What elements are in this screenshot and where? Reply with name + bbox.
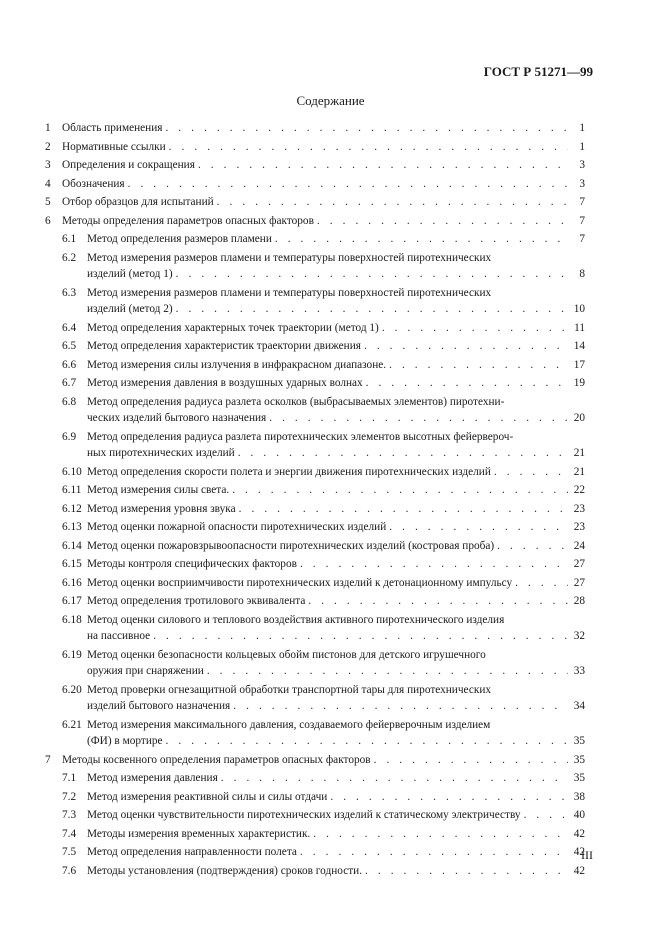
toc-entry bbox=[45, 139, 585, 156]
entry-title: Методы определения параметров опасных факторов bbox=[62, 214, 314, 227]
entry-number: 6.13 bbox=[62, 521, 82, 533]
entry-number: 6.16 bbox=[62, 576, 82, 589]
entry-title-line2: изделий (метод 2) bbox=[87, 303, 173, 315]
entry-title: Метод измерения реактивной силы и силы отдачи bbox=[87, 790, 328, 803]
toc-row-continuation bbox=[45, 445, 585, 462]
entry-title-line2: оружия при снаряжении bbox=[87, 665, 204, 677]
entry-number: 7.6 bbox=[62, 864, 77, 877]
leader-dots bbox=[176, 301, 568, 318]
toc-entry bbox=[45, 250, 585, 283]
toc-row-continuation bbox=[45, 301, 585, 318]
entry-page: 27 bbox=[573, 558, 585, 570]
toc-title: Содержание bbox=[296, 93, 365, 108]
entry-title: Определения и сокращения bbox=[62, 159, 195, 171]
entry-title-line1: Метод определения радиуса разлета пиротехнических элементов высотных фейервероч- bbox=[87, 430, 514, 443]
toc-entry bbox=[45, 338, 585, 355]
toc-row bbox=[45, 464, 585, 481]
entry-title: Метод измерения давления bbox=[87, 772, 218, 784]
entry-title-line2: изделий (метод 1) bbox=[87, 268, 173, 280]
leader-dots bbox=[524, 807, 568, 824]
leader-dots bbox=[389, 519, 568, 536]
entry-page: 7 bbox=[579, 214, 585, 227]
toc-entry bbox=[45, 826, 585, 843]
entry-title: Метод определения направленности полета bbox=[87, 846, 297, 858]
toc-entry bbox=[45, 394, 585, 427]
entry-title: Метод измерения давления в воздушных ударных волнах bbox=[87, 377, 363, 389]
entry-title-line1: Метод измерения размеров пламени и температуры поверхностей пиротехнических bbox=[87, 251, 492, 264]
entry-number: 4 bbox=[45, 177, 51, 190]
leader-dots bbox=[176, 266, 568, 283]
entry-number: 6.18 bbox=[62, 613, 82, 626]
leader-dots bbox=[269, 410, 568, 427]
entry-number: 7.2 bbox=[62, 790, 77, 803]
toc-entry bbox=[45, 285, 585, 318]
toc-row bbox=[45, 285, 585, 302]
toc-row bbox=[45, 394, 585, 411]
toc-row bbox=[45, 593, 585, 610]
entry-page: 28 bbox=[573, 595, 585, 607]
entry-page: 8 bbox=[579, 268, 585, 280]
toc-entry bbox=[45, 464, 585, 481]
toc-entry bbox=[45, 538, 585, 555]
toc-entry bbox=[45, 789, 585, 806]
entry-number: 6.14 bbox=[62, 539, 82, 552]
toc-entry bbox=[45, 682, 585, 715]
entry-page: 20 bbox=[573, 412, 585, 424]
leader-dots bbox=[317, 213, 568, 230]
entry-title: Отбор образцов для испытаний bbox=[62, 196, 214, 208]
entry-page: 33 bbox=[573, 665, 585, 677]
entry-number: 6.6 bbox=[62, 358, 77, 371]
page-number: III bbox=[581, 848, 593, 862]
leader-dots bbox=[238, 445, 568, 462]
leader-dots bbox=[515, 575, 568, 592]
toc-entry bbox=[45, 863, 585, 880]
entry-number: 6.4 bbox=[62, 321, 77, 334]
toc-entry bbox=[45, 717, 585, 750]
entry-title-line1: Метод оценки силового и теплового воздействия активного пиротехнического изделия bbox=[87, 613, 505, 626]
entry-title: Метод оценки чувствительности пиротехнических изделий к статическому электричеству bbox=[87, 809, 521, 821]
toc-row bbox=[45, 519, 585, 536]
entry-page: 34 bbox=[573, 700, 585, 712]
leader-dots bbox=[153, 628, 568, 645]
entry-number: 6.8 bbox=[62, 395, 77, 408]
entry-number: 7.1 bbox=[62, 772, 77, 784]
leader-dots bbox=[494, 464, 568, 481]
toc-entry bbox=[45, 556, 585, 573]
entry-title-line1: Метод проверки огнезащитной обработки транспортной тары для пиротехнических bbox=[87, 683, 492, 696]
entry-title-line1: Метод измерения размеров пламени и температуры поверхностей пиротехнических bbox=[87, 286, 492, 299]
entry-title: Метод определения характерных точек траектории (метод 1) bbox=[87, 321, 379, 334]
entry-page: 1 bbox=[579, 140, 585, 153]
toc-row bbox=[45, 213, 585, 230]
entry-number: 7.5 bbox=[62, 846, 77, 858]
entry-number: 6.3 bbox=[62, 286, 77, 299]
entry-title: Методы измерения временных характеристик. bbox=[87, 827, 311, 840]
leader-dots bbox=[313, 826, 568, 843]
leader-dots bbox=[308, 593, 568, 610]
entry-page: 1 bbox=[579, 122, 585, 134]
entry-number: 6.7 bbox=[62, 377, 77, 389]
entry-number: 6.5 bbox=[62, 340, 77, 352]
leader-dots bbox=[497, 538, 568, 555]
entry-page: 3 bbox=[579, 159, 585, 171]
entry-title-line2: (ФИ) в мортире bbox=[87, 735, 163, 747]
entry-page: 21 bbox=[573, 465, 585, 478]
toc-row bbox=[45, 647, 585, 664]
toc-row bbox=[45, 338, 585, 355]
entry-number: 7 bbox=[45, 753, 51, 766]
entry-title: Метод определения скорости полета и энергии движения пиротехнических изделий bbox=[87, 465, 491, 478]
entry-page: 23 bbox=[573, 502, 585, 515]
entry-page: 10 bbox=[573, 303, 585, 315]
toc-entry bbox=[45, 844, 585, 861]
toc-entry bbox=[45, 157, 585, 174]
toc-entry bbox=[45, 752, 585, 769]
entry-title: Метод определения размеров пламени bbox=[87, 233, 272, 245]
entry-title: Методы установления (подтверждения) сроков годности. bbox=[87, 864, 363, 877]
entry-number: 6.20 bbox=[62, 683, 82, 696]
entry-page: 21 bbox=[573, 447, 585, 459]
entry-title: Метод оценки восприимчивости пиротехнических изделий к детонационному импульсу bbox=[87, 576, 513, 589]
leader-dots bbox=[300, 556, 568, 573]
entry-page: 35 bbox=[573, 735, 585, 747]
toc-row bbox=[45, 482, 585, 499]
toc-row bbox=[45, 807, 585, 824]
leader-dots bbox=[382, 320, 568, 337]
toc-entry bbox=[45, 213, 585, 230]
toc-entry bbox=[45, 575, 585, 592]
toc-entry bbox=[45, 612, 585, 645]
entry-number: 1 bbox=[45, 122, 51, 134]
toc-row bbox=[45, 556, 585, 573]
entry-page: 11 bbox=[574, 321, 585, 334]
entry-title-line2: изделий бытового назначения bbox=[87, 700, 231, 712]
entry-number: 5 bbox=[45, 196, 51, 208]
entry-number: 7.3 bbox=[62, 809, 77, 821]
toc-entry bbox=[45, 647, 585, 680]
entry-number: 6.1 bbox=[62, 233, 77, 245]
toc-row bbox=[45, 320, 585, 337]
entry-title: Область применения bbox=[62, 122, 163, 134]
leader-dots bbox=[300, 844, 568, 861]
leader-dots bbox=[366, 375, 568, 392]
entry-page: 24 bbox=[573, 539, 585, 552]
entry-page: 40 bbox=[573, 809, 585, 821]
toc-entry bbox=[45, 429, 585, 462]
entry-number: 6.11 bbox=[62, 484, 82, 496]
table-of-contents bbox=[45, 120, 585, 881]
toc-row bbox=[45, 717, 585, 734]
leader-dots bbox=[207, 663, 568, 680]
leader-dots bbox=[365, 863, 568, 880]
entry-title: Метод измерения уровня звука bbox=[87, 502, 236, 515]
toc-row-continuation bbox=[45, 266, 585, 283]
entry-page: 3 bbox=[579, 177, 585, 190]
toc-row bbox=[45, 575, 585, 592]
entry-page: 14 bbox=[573, 340, 585, 352]
toc-row bbox=[45, 789, 585, 806]
toc-entry bbox=[45, 593, 585, 610]
leader-dots bbox=[198, 157, 568, 174]
toc-row bbox=[45, 752, 585, 769]
entry-page: 32 bbox=[573, 630, 585, 642]
entry-title-line2: ных пиротехнических изделий bbox=[87, 447, 235, 459]
entry-page: 23 bbox=[573, 521, 585, 533]
leader-dots bbox=[217, 194, 568, 211]
entry-page: 35 bbox=[573, 772, 585, 784]
entry-number: 6.2 bbox=[62, 251, 77, 264]
leader-dots bbox=[232, 482, 568, 499]
toc-row-continuation bbox=[45, 628, 585, 645]
leader-dots bbox=[128, 176, 568, 193]
leader-dots bbox=[389, 357, 568, 374]
toc-row bbox=[45, 429, 585, 446]
toc-row bbox=[45, 231, 585, 248]
entry-title: Метод оценки пожарной опасности пиротехнических изделий bbox=[87, 521, 387, 533]
entry-page: 42 bbox=[573, 864, 585, 877]
standard-number: ГОСТ Р 51271—99 bbox=[483, 64, 593, 79]
toc-row bbox=[45, 682, 585, 699]
toc-row bbox=[45, 770, 585, 787]
entry-title: Обозначения bbox=[62, 177, 125, 190]
entry-title-line1: Метод измерения максимального давления, создаваемого фейерверочным изделием bbox=[87, 718, 491, 731]
leader-dots bbox=[165, 120, 568, 137]
toc-entry bbox=[45, 807, 585, 824]
entry-title: Метод определения тротилового эквивалента bbox=[87, 595, 306, 607]
toc-row bbox=[45, 176, 585, 193]
entry-title: Нормативные ссылки bbox=[62, 140, 166, 153]
entry-number: 6.17 bbox=[62, 595, 82, 607]
toc-entry bbox=[45, 770, 585, 787]
entry-page: 42 bbox=[573, 846, 585, 858]
toc-entry bbox=[45, 176, 585, 193]
toc-entry bbox=[45, 194, 585, 211]
toc-row-continuation bbox=[45, 733, 585, 750]
entry-page: 7 bbox=[579, 233, 585, 245]
entry-number: 6.19 bbox=[62, 648, 82, 661]
toc-row bbox=[45, 826, 585, 843]
toc-entry bbox=[45, 482, 585, 499]
entry-number: 6 bbox=[45, 214, 51, 227]
entry-page: 7 bbox=[579, 196, 585, 208]
toc-row bbox=[45, 357, 585, 374]
toc-row bbox=[45, 157, 585, 174]
entry-title-line2: ческих изделий бытового назначения bbox=[87, 412, 267, 424]
toc-entry bbox=[45, 375, 585, 392]
entry-page: 42 bbox=[573, 827, 585, 840]
toc-row bbox=[45, 120, 585, 137]
toc-entry bbox=[45, 120, 585, 137]
toc-row bbox=[45, 139, 585, 156]
toc-row bbox=[45, 375, 585, 392]
toc-entry bbox=[45, 501, 585, 518]
entry-page: 19 bbox=[573, 377, 585, 389]
toc-row-continuation bbox=[45, 410, 585, 427]
toc-row-continuation bbox=[45, 698, 585, 715]
toc-entry bbox=[45, 519, 585, 536]
toc-entry bbox=[45, 320, 585, 337]
entry-number: 6.15 bbox=[62, 558, 82, 570]
toc-row bbox=[45, 194, 585, 211]
toc-row bbox=[45, 501, 585, 518]
entry-page: 17 bbox=[573, 358, 585, 371]
leader-dots bbox=[169, 139, 568, 156]
entry-title: Метод измерения силы света. bbox=[87, 484, 230, 496]
entry-page: 27 bbox=[573, 576, 585, 589]
toc-row bbox=[45, 612, 585, 629]
entry-title: Методы контроля специфических факторов bbox=[87, 558, 297, 570]
toc-entry bbox=[45, 357, 585, 374]
entry-number: 2 bbox=[45, 140, 51, 153]
entry-number: 7.4 bbox=[62, 827, 77, 840]
toc-row bbox=[45, 538, 585, 555]
entry-title-line1: Метод определения радиуса разлета осколков (выбрасываемых элементов) пиротехни- bbox=[87, 395, 505, 408]
leader-dots bbox=[239, 501, 568, 518]
toc-row bbox=[45, 844, 585, 861]
leader-dots bbox=[364, 338, 568, 355]
toc-row bbox=[45, 250, 585, 267]
entry-page: 22 bbox=[573, 484, 585, 496]
entry-page: 35 bbox=[573, 753, 585, 766]
entry-number: 3 bbox=[45, 159, 51, 171]
entry-number: 6.12 bbox=[62, 502, 82, 515]
leader-dots bbox=[330, 789, 568, 806]
entry-title: Метод оценки пожаровзрывоопасности пиротехнических изделий (костровая проба) bbox=[87, 539, 495, 552]
toc-row-continuation bbox=[45, 663, 585, 680]
toc-row bbox=[45, 863, 585, 880]
leader-dots bbox=[166, 733, 568, 750]
entry-title: Метод измерения силы излучения в инфракрасном диапазоне. bbox=[87, 358, 387, 371]
leader-dots bbox=[275, 231, 568, 248]
leader-dots bbox=[221, 770, 568, 787]
entry-number: 6.9 bbox=[62, 430, 77, 443]
leader-dots bbox=[233, 698, 568, 715]
entry-page: 38 bbox=[573, 790, 585, 803]
entry-title: Метод определения характеристик траектории движения bbox=[87, 340, 361, 352]
entry-title-line2: на пассивное bbox=[87, 630, 151, 642]
toc-entry bbox=[45, 231, 585, 248]
entry-number: 6.10 bbox=[62, 465, 82, 478]
entry-title-line1: Метод оценки безопасности кольцевых обойм пистонов для детского игрушечного bbox=[87, 648, 486, 661]
entry-title: Методы косвенного определения параметров опасных факторов bbox=[62, 753, 371, 766]
leader-dots bbox=[374, 752, 568, 769]
entry-number: 6.21 bbox=[62, 718, 82, 731]
